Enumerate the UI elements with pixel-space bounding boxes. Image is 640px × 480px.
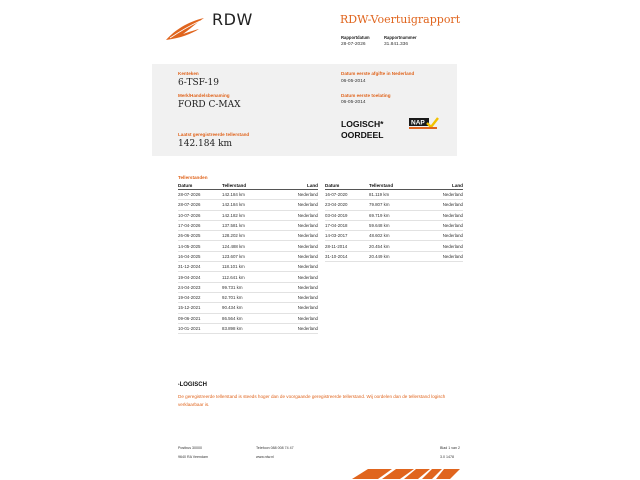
row-km: 92.701 km (222, 295, 243, 301)
row-land: Nederland (297, 212, 318, 218)
plate-value: 6-TSF-19 (178, 78, 219, 88)
table-row (178, 231, 318, 241)
nap-logo-icon (409, 117, 439, 130)
report-number-value: 31.841.336 (384, 42, 409, 47)
row-land: Nederland (297, 192, 318, 198)
row-km: 124.488 km (222, 243, 245, 249)
header-date: Datum (325, 183, 340, 188)
report-date-label: Rapportdatum (341, 35, 370, 40)
row-date: 17-04-2026 (178, 223, 201, 229)
row-land: Nederland (442, 233, 463, 239)
footer-web: www.rdw.nl (256, 455, 274, 459)
table-row (178, 252, 318, 262)
row-date: 28-11-2014 (325, 243, 348, 249)
row-land: Nederland (442, 253, 463, 259)
footer-page: Blad 1 van 2 (440, 446, 460, 450)
header-km: Tellerstand (369, 183, 394, 188)
footer-version: 3.0 1478 (440, 455, 454, 459)
row-date: 16-07-2020 (325, 192, 348, 198)
table-row (325, 221, 463, 231)
row-land: Nederland (297, 253, 318, 259)
table-row (325, 200, 463, 210)
row-land: Nederland (297, 326, 318, 331)
first-nl-label: Datum eerste afgifte in Nederland (341, 71, 415, 76)
first-nl-value: 06-05-2014 (341, 79, 366, 84)
nap-logo-text: NAP (411, 119, 425, 127)
table-row (178, 190, 318, 200)
row-land: Nederland (297, 295, 318, 301)
row-land: Nederland (442, 202, 463, 208)
row-km: 118.101 km (222, 264, 245, 270)
row-land: Nederland (297, 305, 318, 311)
table-header (325, 183, 463, 190)
table-row (325, 252, 463, 262)
table-row (178, 200, 318, 210)
row-land: Nederland (442, 223, 463, 229)
row-date: 31-10-2014 (325, 253, 348, 259)
row-km: 86.564 km (222, 315, 243, 321)
report-title: RDW-Voertuigrapport (340, 13, 461, 26)
row-date: 15-12-2021 (178, 305, 201, 311)
report-number-label: Rapportnummer (384, 35, 417, 40)
row-date: 10-01-2021 (178, 326, 201, 331)
table-row (178, 314, 318, 324)
row-land: Nederland (297, 223, 318, 229)
row-date: 09-06-2021 (178, 315, 201, 321)
make-label: Merk/Handelsbenaming (178, 93, 230, 98)
row-land: Nederland (442, 243, 463, 249)
row-km: 142.182 km (222, 212, 245, 218)
footer-phone: Telefoon 088 008 74 47 (256, 446, 294, 450)
make-value: FORD C-MAX (178, 100, 241, 110)
row-km: 142.184 km (222, 192, 245, 198)
header-land: Land (307, 183, 318, 188)
table-row (325, 190, 463, 200)
row-land: Nederland (297, 315, 318, 321)
table-row (178, 324, 318, 334)
first-admission-value: 06-05-2014 (341, 100, 366, 105)
row-land: Nederland (297, 202, 318, 208)
odometer-value: 142.184 km (178, 139, 233, 149)
row-km: 90.434 km (222, 305, 243, 311)
footnote-title-text: LOGISCH (179, 382, 207, 388)
row-km: 123.607 km (222, 253, 245, 259)
row-land: Nederland (297, 243, 318, 249)
row-km: 79.807 km (369, 202, 390, 208)
row-km: 83.898 km (222, 326, 243, 331)
row-km: 99.731 km (222, 284, 243, 290)
row-land: Nederland (442, 212, 463, 218)
odometer-label: Laatst geregistreerde tellerstand (178, 132, 250, 137)
row-date: 28-07-2026 (178, 202, 201, 208)
row-land: Nederland (442, 192, 463, 198)
row-date: 16-04-2025 (178, 253, 201, 259)
table-row (178, 211, 318, 221)
row-date: 17-04-2018 (325, 223, 348, 229)
table-row (178, 283, 318, 293)
row-km: 20.454 km (369, 243, 390, 249)
table-header (178, 183, 318, 190)
row-date: 26-06-2025 (178, 233, 201, 239)
table-row (178, 241, 318, 251)
table-row (325, 241, 463, 251)
row-date: 31-12-2024 (178, 264, 201, 270)
header-land: Land (452, 183, 463, 188)
row-land: Nederland (297, 284, 318, 290)
row-km: 69.719 km (369, 212, 390, 218)
row-date: 23-04-2020 (325, 202, 348, 208)
row-date: 24-04-2023 (178, 284, 201, 290)
verdict-line-1: LOGISCH* (341, 119, 384, 129)
row-land: Nederland (297, 274, 318, 280)
verdict-line-2: OORDEEL (341, 130, 384, 140)
row-date: 28-07-2026 (178, 192, 201, 198)
plate-label: Kenteken (178, 71, 199, 76)
footer-address-2: 9640 RA Veendam (178, 455, 208, 459)
row-km: 137.581 km (222, 223, 245, 229)
row-date: 10-07-2026 (178, 212, 201, 218)
report-date-value: 28-07-2026 (341, 42, 366, 47)
table-row (178, 303, 318, 313)
odometer-table-left (178, 183, 318, 334)
first-admission-label: Datum eerste toelating (341, 93, 391, 98)
row-km: 48.602 km (369, 233, 390, 239)
decorative-stripes-icon (352, 468, 460, 480)
odometer-table-right (325, 183, 463, 262)
row-km: 81.119 km (369, 192, 390, 198)
row-date: 19-04-2022 (178, 295, 201, 301)
verdict-text (341, 119, 384, 141)
row-km: 59.648 km (369, 223, 390, 229)
table-row (325, 211, 463, 221)
footnote-title (178, 382, 207, 388)
table-row (178, 221, 318, 231)
row-date: 14-03-2017 (325, 233, 348, 239)
header-date: Datum (178, 183, 193, 188)
row-km: 142.184 km (222, 202, 245, 208)
table-row (178, 272, 318, 282)
row-date: 03-04-2019 (325, 212, 348, 218)
row-date: 14-05-2025 (178, 243, 201, 249)
row-land: Nederland (297, 233, 318, 239)
rdw-logo-wing-icon (165, 16, 205, 42)
table-row (178, 262, 318, 272)
row-km: 128.202 km (222, 233, 245, 239)
row-km: 20.449 km (369, 253, 390, 259)
table-row (178, 293, 318, 303)
row-km: 112.641 km (222, 274, 245, 280)
footnote-text: De geregistreerde tellerstand is steeds hoger dan de voorgaande geregistreerde tellerstand. Wij oordelen dan de tellerstand logisch verklaarbaar is. (178, 394, 446, 407)
rdw-logo-text: RDW (212, 10, 253, 29)
footer-address-1: Postbus 30000 (178, 446, 202, 450)
row-land: Nederland (297, 264, 318, 270)
table-row (325, 231, 463, 241)
odometer-section-title: Tellerstanden (178, 175, 208, 180)
header-km: Tellerstand (222, 183, 247, 188)
footnote-star: * (178, 382, 180, 387)
row-date: 19-04-2024 (178, 274, 201, 280)
